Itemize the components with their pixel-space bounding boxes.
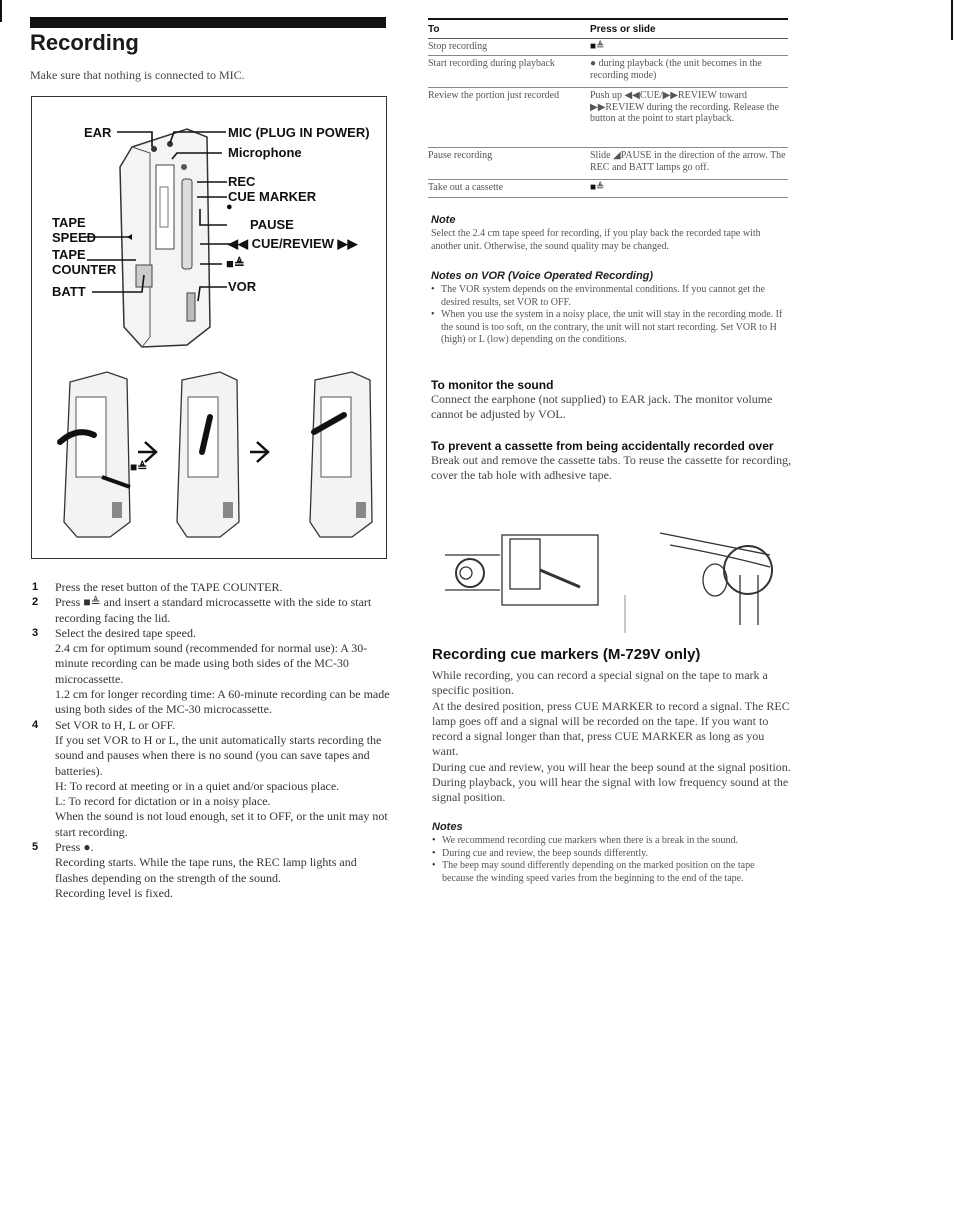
step-text: Set VOR to H, L or OFF. xyxy=(55,717,176,732)
step-text: Press ■≜ and insert a standard microcassette with the side to start recording facing the lid. xyxy=(55,595,372,625)
step-text: If you set VOR to H or L, the unit automatically starts recording the sound and pauses when there is no sound (you can save tapes and batteries). xyxy=(55,732,382,778)
table-row xyxy=(428,88,788,148)
vor-notes-heading: Notes on VOR (Voice Operated Recording) xyxy=(431,270,654,282)
table-cell-to: Start recording during playback xyxy=(428,58,555,69)
cassette-tab-illustration xyxy=(440,525,790,635)
table-cell-to: Stop recording xyxy=(428,40,488,52)
stop-eject-small-label: ■≜ xyxy=(130,460,148,474)
vor-label: VOR xyxy=(228,279,257,294)
step-item xyxy=(30,718,390,840)
step-text: When the sound is not loud enough, set it to OFF, or the unit may not start recording. xyxy=(55,809,388,839)
cue-paragraph: While recording, you can record a special signal on the tape to mark a specific position. xyxy=(432,668,768,698)
table-row xyxy=(428,39,788,57)
table-cell-to: Take out a cassette xyxy=(428,182,504,193)
step-text: H: To record at meeting or in a quiet and/or spacious place. xyxy=(55,778,340,793)
cue-notes-section xyxy=(432,821,787,885)
step-item xyxy=(30,840,390,901)
cue-notes-list xyxy=(432,835,787,885)
cue-review-label: ◀◀ CUE/REVIEW ▶▶ xyxy=(228,236,358,251)
table-cell-action: ● during playback (the unit becomes in the recording mode) xyxy=(590,58,762,81)
table-row xyxy=(428,148,788,180)
tape-counter-label-1: TAPE xyxy=(52,247,86,262)
monitor-heading: To monitor the sound xyxy=(431,378,554,392)
record-dot-label: ● xyxy=(226,201,233,213)
tape-speed-label-2: SPEED xyxy=(52,230,97,245)
steps-list xyxy=(30,580,390,901)
table-row xyxy=(428,180,788,198)
recorder-figure xyxy=(31,96,387,559)
list-item: • During cue and review, the beep sounds differently. xyxy=(432,848,787,861)
step-text: Recording level is fixed. xyxy=(55,885,173,900)
step-item xyxy=(30,626,390,718)
stop-eject-label: ■≜ xyxy=(226,256,245,271)
page-edge-mark xyxy=(0,0,2,22)
operations-table xyxy=(428,18,788,198)
rec-label: REC xyxy=(228,174,256,189)
list-item: • The beep may sound differently depending on the marked position on the tape because the winding speed varies from the beginning to the end of the tape. xyxy=(432,860,787,885)
step-text: Press ●. xyxy=(55,840,94,855)
table-header-to: To xyxy=(428,24,440,35)
table-cell-to: Pause recording xyxy=(428,150,493,161)
intro-text: Make sure that nothing is connected to MIC. xyxy=(30,68,245,82)
pause-label: PAUSE xyxy=(250,217,294,232)
step-text: Recording starts. While the tape runs, the REC lamp lights and flashes depending on the strength of the sound. xyxy=(55,855,357,885)
step-number: 5 xyxy=(32,841,39,854)
microphone-label: Microphone xyxy=(228,145,302,160)
mic-label: MIC (PLUG IN POWER) xyxy=(228,125,370,140)
monitor-section xyxy=(431,378,791,423)
cue-heading: Recording cue markers (M-729V only) xyxy=(432,646,701,663)
step-number: 2 xyxy=(32,596,39,609)
monitor-text: Connect the earphone (not supplied) to EAR jack. The monitor volume cannot be adjusted by VOL. xyxy=(431,392,773,422)
step-number: 1 xyxy=(32,581,39,593)
prevent-text: Break out and remove the cassette tabs. To reuse the cassette for recording, cover the tab hole with adhesive tape. xyxy=(431,453,792,483)
list-item: • When you use the system in a noisy place, the unit will stay in the recording mode. If the sound is too soft, on the contrary, the unit will not start recording. Set VOR to H (high) or L (low) depending on the conditions. xyxy=(431,309,791,347)
batt-label: BATT xyxy=(52,284,86,299)
prevent-heading: To prevent a cassette from being accidentally recorded over xyxy=(431,439,774,453)
cue-body xyxy=(432,668,792,806)
vor-notes-section xyxy=(431,270,791,347)
step-number: 3 xyxy=(32,626,39,639)
table-header-row xyxy=(428,24,788,39)
recorder-illustration xyxy=(32,97,388,560)
table-cell-action: Slide ◢PAUSE in the direction of the arrow. The REC and BATT lamps go off. xyxy=(590,150,786,173)
tape-speed-label-1: TAPE xyxy=(52,215,86,230)
ear-label: EAR xyxy=(84,125,112,140)
table-cell-action: ■≜ xyxy=(590,40,605,52)
step-text: L: To record for dictation or in a noisy place. xyxy=(55,794,271,809)
table-row xyxy=(428,56,788,88)
step-number: 4 xyxy=(32,718,39,731)
cue-notes-heading: Notes xyxy=(432,821,463,833)
prevent-section xyxy=(431,439,796,484)
tape-counter-label-2: COUNTER xyxy=(52,262,117,277)
step-text: 1.2 cm for longer recording time: A 60-minute recording can be made using both sides of the MC-30 microcassette. xyxy=(55,687,390,717)
page-title: Recording xyxy=(30,30,139,55)
note-heading: Note xyxy=(431,214,456,226)
step-text: 2.4 cm for optimum sound (recommended for normal use): A 30-minute recording can be made using both sides of the MC-30 microcassette. xyxy=(55,641,368,686)
table-cell-action: ■≜ xyxy=(590,182,605,193)
cue-marker-label: CUE MARKER xyxy=(228,189,317,204)
step-text: Select the desired tape speed. xyxy=(55,625,196,640)
title-bar xyxy=(30,17,386,28)
note-text: Select the 2.4 cm tape speed for recording, if you play back the recorded tape with another unit. Otherwise, the sound quality may be changed. xyxy=(431,228,761,252)
list-item: • We recommend recording cue markers when there is a break in the sound. xyxy=(432,835,787,848)
step-text: Press the reset button of the TAPE COUNTER. xyxy=(55,580,283,594)
vor-notes-list xyxy=(431,284,791,347)
table-top-rule xyxy=(428,18,788,20)
cue-paragraph: During cue and review, you will hear the beep sound at the signal position. During playback, you will hear the signal with low frequency sound at the signal position. xyxy=(432,759,791,805)
table-header-action: Press or slide xyxy=(590,24,656,35)
step-item xyxy=(30,595,390,626)
list-item: • The VOR system depends on the environmental conditions. If you cannot get the desired results, set VOR to OFF. xyxy=(431,284,791,309)
cue-paragraph: At the desired position, press CUE MARKER to record a signal. The REC lamp goes off and a signal will be recorded on the tape. If you want to record a signal longer than that, press CUE MARKER as long as you want. xyxy=(432,698,790,759)
step-item xyxy=(30,580,390,595)
note-section xyxy=(431,214,791,253)
page-edge-mark xyxy=(951,0,953,40)
table-cell-to: Review the portion just recorded xyxy=(428,90,560,101)
table-cell-action: Push up ◀◀CUE/▶▶REVIEW toward ▶▶REVIEW during the recording. Release the button at the point to start playback. xyxy=(590,90,780,124)
